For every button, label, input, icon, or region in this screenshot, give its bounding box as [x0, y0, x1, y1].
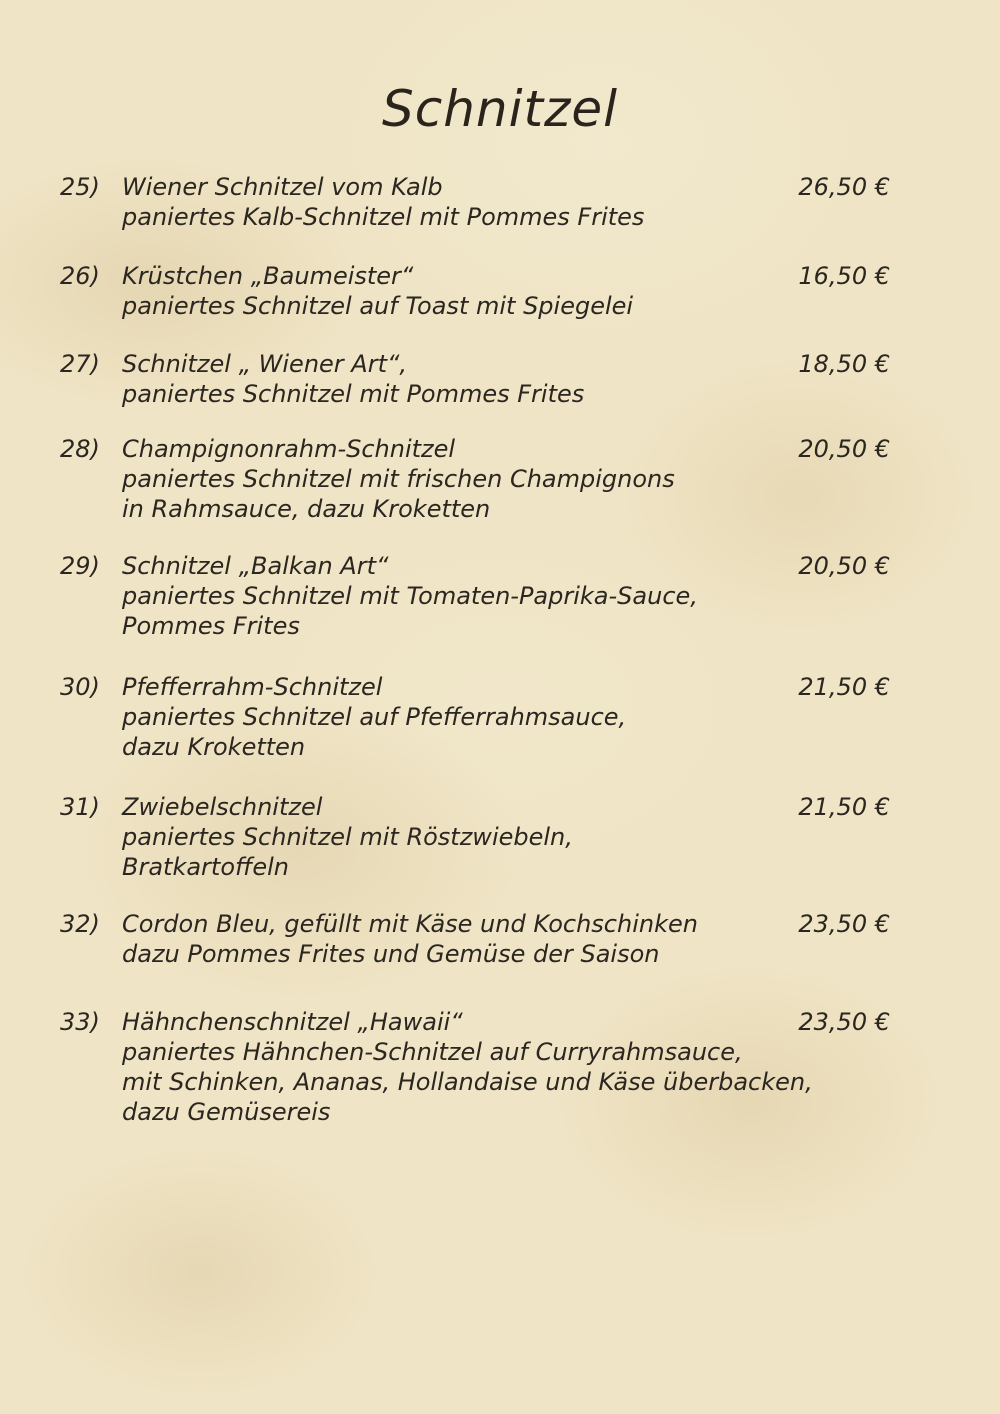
description-line: mit Schinken, Ananas, Hollandaise und Käse überbacken, — [122, 1068, 813, 1096]
description-line: paniertes Hähnchen-Schnitzel auf Curryrahmsauce, — [122, 1038, 743, 1066]
item-price: 21,50 € — [798, 673, 890, 701]
item-name: Champignonrahm-Schnitzel — [122, 435, 456, 463]
item-name: Schnitzel „ Wiener Art“, — [122, 350, 408, 378]
page-title: Schnitzel — [381, 80, 618, 138]
item-description — [122, 291, 633, 321]
item-description — [122, 939, 659, 969]
item-description — [122, 822, 573, 882]
description-line: paniertes Schnitzel mit Tomaten-Paprika-Sauce, — [122, 582, 698, 610]
item-number: 28) — [60, 435, 100, 463]
description-line: dazu Gemüsereis — [122, 1098, 331, 1126]
item-name: Krüstchen „Baumeister“ — [122, 262, 414, 290]
description-line: paniertes Schnitzel mit Röstzwiebeln, — [122, 823, 573, 851]
item-description — [122, 379, 584, 409]
description-line: Bratkartoffeln — [122, 853, 289, 881]
description-line: paniertes Schnitzel auf Toast mit Spiegelei — [122, 292, 634, 320]
item-description — [122, 1037, 813, 1127]
description-line: paniertes Kalb-Schnitzel mit Pommes Frites — [122, 203, 645, 231]
item-price: 23,50 € — [798, 910, 890, 938]
item-price: 18,50 € — [798, 350, 890, 378]
item-number: 33) — [60, 1008, 100, 1036]
item-name: Zwiebelschnitzel — [122, 793, 323, 821]
item-name: Schnitzel „Balkan Art“ — [122, 552, 389, 580]
item-number: 32) — [60, 910, 100, 938]
item-number: 31) — [60, 793, 100, 821]
item-price: 20,50 € — [798, 435, 890, 463]
item-price: 21,50 € — [798, 793, 890, 821]
description-line: paniertes Schnitzel auf Pfefferrahmsauce, — [122, 703, 627, 731]
item-number: 26) — [60, 262, 100, 290]
item-number: 27) — [60, 350, 100, 378]
item-number: 30) — [60, 673, 100, 701]
item-name: Pfefferrahm-Schnitzel — [122, 673, 383, 701]
description-line: Pommes Frites — [122, 612, 300, 640]
item-description — [122, 202, 644, 232]
item-number: 25) — [60, 173, 100, 201]
item-number: 29) — [60, 552, 100, 580]
item-name: Wiener Schnitzel vom Kalb — [122, 173, 443, 201]
description-line: paniertes Schnitzel mit frischen Champignons — [122, 465, 675, 493]
item-name: Cordon Bleu, gefüllt mit Käse und Kochschinken — [122, 910, 698, 938]
item-price: 20,50 € — [798, 552, 890, 580]
item-description — [122, 581, 698, 641]
description-line: in Rahmsauce, dazu Kroketten — [122, 495, 491, 523]
item-name: Hähnchenschnitzel „Hawaii“ — [122, 1008, 463, 1036]
item-description — [122, 464, 675, 524]
item-price: 16,50 € — [798, 262, 890, 290]
description-line: paniertes Schnitzel mit Pommes Frites — [122, 380, 585, 408]
description-line: dazu Kroketten — [122, 733, 306, 761]
item-price: 23,50 € — [798, 1008, 890, 1036]
description-line: dazu Pommes Frites und Gemüse der Saison — [122, 940, 660, 968]
item-description — [122, 702, 626, 762]
item-price: 26,50 € — [798, 173, 890, 201]
